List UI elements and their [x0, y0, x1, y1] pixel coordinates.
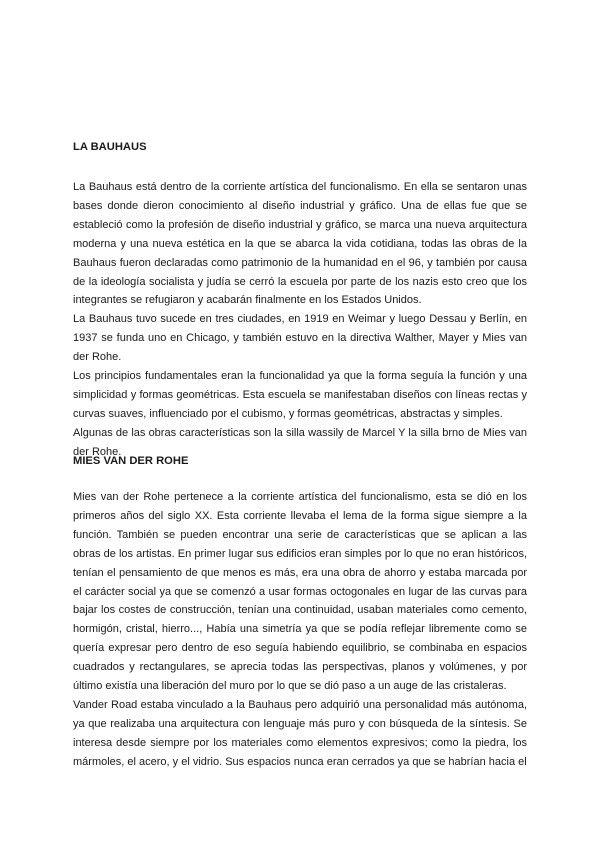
- document-page: [73, 0, 527, 848]
- paragraph: Los principios fundamentales eran la funcionalidad ya que la forma seguía la función y una simplicidad y formas geométricas. Esta escuela se manifestaban diseños con líneas rectas y curvas suaves, influenciado por el cubismo, y formas geométricas, abstractas y simples.: [73, 370, 527, 420]
- section-body-bauhaus: [73, 178, 527, 462]
- paragraph: Mies van der Rohe pertenece a la corriente artística del funcionalismo, esta se dió en los primeros años del siglo XX. Esta corriente llevaba el lema de la forma sigue siempre a la función. También se pueden encontrar una serie de características que se aplican a las obras de los artistas. En primer lugar sus edificios eran simples por lo que no eran históricos, tenían el pensamiento de que menos es más, era una obra de ahorro y estaba marcada por el carácter social ya que se comenzó a usar formas octogonales en lugar de las curvas para bajar los costes de construcción, tenían una continuidad, usaban materiales como cemento, hormigón, cristal, hierro..., Había una simetría ya que se podía reflejar libremente como se quería expresar pero dentro de eso seguía habiendo equilibrio, se combinaba en espacios cuadrados y rectangulares, se aprecia todas las perspectivas, planos y volúmenes, y por último existía una liberación del muro por lo que se dió paso a un auge de las cristaleras.: [73, 491, 527, 693]
- section-body-mies: [73, 488, 527, 772]
- section-heading-mies: MIES VAN DER ROHE: [73, 455, 189, 467]
- paragraph: La Bauhaus está dentro de la corriente artística del funcionalismo. En ella se sentaron unas bases donde dieron conocimiento al diseño industrial y gráfico. Una de ellas fue que se estableció como la profesión de diseño industrial y gráfico, se marca una nueva arquitectura moderna y una nueva estética en la que se abarca la vida cotidiana, todas las obras de la Bauhaus fueron declaradas como patrimonio de la humanidad en el 96, y también por causa de la ideología socialista y judía se cerró la escuela por parte de los nazis esto creo que los integrantes se refugiaron y acabarán finalmente en los Estados Unidos.: [73, 181, 527, 307]
- section-heading-bauhaus: LA BAUHAUS: [73, 141, 147, 153]
- paragraph: Algunas de las obras características son la silla wassily de Marcel Y la silla brno de Mies van der Rohe.: [73, 426, 527, 458]
- paragraph: La Bauhaus tuvo sucede en tres ciudades, en 1919 en Weimar y luego Dessau y Berlín, en 1937 se funda uno en Chicago, y también estuvo en la directiva Walther, Mayer y Mies van der Rohe.: [73, 313, 527, 364]
- paragraph: Vander Road estaba vinculado a la Bauhaus pero adquirió una personalidad más autónoma, ya que realizaba una arquitectura con lenguaje más puro y con búsqueda de la síntesis. Se interesa desde siempre por los materiales como elementos expresivos; como la piedra, los mármoles, el acero, y el vidrio. Sus espacios nunca eran cerrados ya que se habrían hacia el: [73, 698, 527, 768]
